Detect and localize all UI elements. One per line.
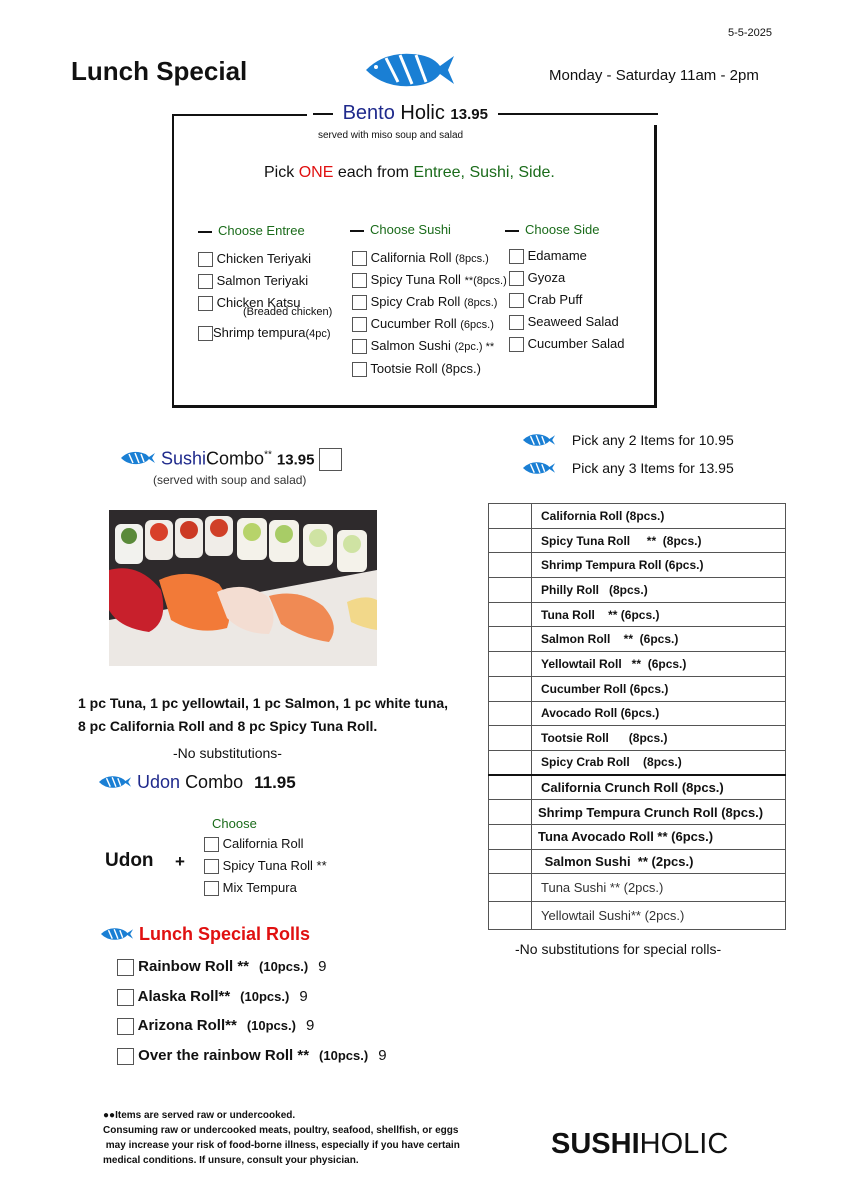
sushi-label: Spicy Tuna Roll bbox=[370, 272, 461, 287]
page-title: Lunch Special bbox=[71, 56, 248, 86]
side-item[interactable] bbox=[509, 292, 582, 308]
checkbox-cell[interactable] bbox=[489, 775, 532, 800]
udon-option[interactable] bbox=[204, 880, 297, 896]
brand-logo bbox=[551, 1128, 728, 1161]
roll-cell: Shrimp Tempura Roll (6pcs.) bbox=[532, 553, 786, 578]
special-roll-name: Arizona Roll** bbox=[137, 1017, 237, 1034]
entree-label: Chicken Teriyaki bbox=[216, 251, 312, 266]
checkbox-cell[interactable] bbox=[489, 701, 532, 726]
entree-label: Shrimp tempura bbox=[213, 325, 306, 340]
bento-name-2: Holic bbox=[400, 102, 445, 124]
entree-header-label: Choose Entree bbox=[218, 223, 305, 238]
special-roll-price: 9 bbox=[299, 988, 308, 1005]
disclaimer-line: may increase your risk of food-borne illness, especially if you have certain bbox=[103, 1140, 460, 1151]
table-row[interactable] bbox=[489, 602, 786, 627]
checkbox-cell[interactable] bbox=[489, 902, 532, 930]
sushi-combo-name-2: Combo bbox=[206, 448, 265, 469]
special-roll-pcs: (10pcs.) bbox=[319, 1048, 369, 1063]
special-roll-item[interactable] bbox=[117, 1017, 314, 1035]
fish-icon bbox=[522, 433, 556, 450]
roll-cell: California Roll (8pcs.) bbox=[532, 504, 786, 529]
special-roll-item[interactable] bbox=[117, 1047, 387, 1065]
roll-cell: Yellowtail Sushi** (2pcs.) bbox=[532, 902, 786, 930]
checkbox-cell[interactable] bbox=[489, 578, 532, 603]
fish-logo-icon bbox=[364, 50, 456, 93]
entree-item[interactable] bbox=[198, 325, 331, 341]
checkbox[interactable] bbox=[352, 362, 367, 377]
roll-cell: California Crunch Roll (8pcs.) bbox=[532, 775, 786, 800]
sushi-item[interactable] bbox=[352, 250, 489, 266]
entree-pcs: (4pc) bbox=[305, 328, 331, 340]
sushi-pcs: (2pc.) ** bbox=[454, 341, 495, 353]
table-row[interactable] bbox=[489, 504, 786, 529]
sushi-item[interactable] bbox=[352, 361, 481, 377]
table-row[interactable] bbox=[489, 775, 786, 800]
roll-cell: Avocado Roll (6pcs.) bbox=[532, 701, 786, 726]
sushi-pcs: (6pcs.) bbox=[460, 319, 494, 331]
brand-part-1: SUSHI bbox=[551, 1128, 640, 1160]
pick-text: Pick bbox=[264, 164, 295, 181]
disclaimer-line: ●●Items are served raw or undercooked. bbox=[103, 1110, 296, 1121]
roll-cell: Tuna Roll ** (6pcs.) bbox=[532, 602, 786, 627]
udon-option-label: Mix Tempura bbox=[222, 880, 297, 895]
special-roll-name: Over the rainbow Roll ** bbox=[138, 1047, 310, 1064]
sushi-combo-desc-line: 1 pc Tuna, 1 pc yellowtail, 1 pc Salmon, 1 pc white tuna, bbox=[78, 695, 449, 711]
checkbox[interactable] bbox=[198, 274, 213, 289]
roll-cell: Yellowtail Roll ** (6pcs.) bbox=[532, 652, 786, 677]
roll-cell: Spicy Tuna Roll ** (8pcs.) bbox=[532, 528, 786, 553]
checkbox[interactable] bbox=[509, 315, 524, 330]
sushi-combo-stars: ** bbox=[264, 449, 272, 461]
checkbox[interactable] bbox=[198, 252, 213, 267]
checkbox[interactable] bbox=[509, 337, 524, 352]
table-row[interactable] bbox=[489, 849, 786, 874]
bento-name-1: Bento bbox=[342, 102, 395, 124]
table-row[interactable] bbox=[489, 528, 786, 553]
health-disclaimer bbox=[103, 1108, 460, 1168]
sushi-pcs: (8pcs.) bbox=[455, 253, 489, 265]
pick-two-text: Pick any 2 Items for 10.95 bbox=[571, 432, 734, 448]
special-roll-pcs: (10pcs.) bbox=[259, 959, 309, 974]
entree-header bbox=[198, 223, 305, 238]
udon-option-label: California Roll bbox=[222, 836, 304, 851]
checkbox-cell[interactable] bbox=[489, 726, 532, 751]
special-roll-price: 9 bbox=[378, 1047, 387, 1064]
checkbox-cell[interactable] bbox=[489, 602, 532, 627]
sushi-label: Spicy Crab Roll bbox=[370, 294, 461, 309]
pick-three-text: Pick any 3 Items for 13.95 bbox=[571, 460, 734, 476]
checkbox[interactable] bbox=[117, 1018, 134, 1035]
checkbox-cell[interactable] bbox=[489, 504, 532, 529]
checkbox-cell[interactable] bbox=[489, 528, 532, 553]
sushi-item[interactable] bbox=[352, 316, 494, 332]
side-header bbox=[505, 222, 599, 237]
roll-cell: Cucumber Roll (6pcs.) bbox=[532, 676, 786, 701]
roll-cell: Tuna Avocado Roll ** (6pcs.) bbox=[532, 824, 786, 849]
checkbox[interactable] bbox=[352, 317, 367, 332]
table-row[interactable] bbox=[489, 652, 786, 677]
entree-item[interactable] bbox=[198, 273, 308, 289]
udon-plus: + bbox=[175, 852, 185, 871]
sushi-combo-checkbox[interactable] bbox=[319, 448, 342, 471]
brand-part-2: HOLIC bbox=[639, 1128, 729, 1160]
roll-cell: Shrimp Tempura Crunch Roll (8pcs.) bbox=[532, 800, 786, 825]
udon-combo-title bbox=[98, 772, 296, 794]
special-roll-item[interactable] bbox=[117, 958, 327, 976]
checkbox-cell[interactable] bbox=[489, 824, 532, 849]
table-row[interactable] bbox=[489, 800, 786, 825]
side-label: Edamame bbox=[527, 248, 587, 263]
side-item[interactable] bbox=[509, 314, 619, 330]
pick-each-text: each from bbox=[337, 164, 409, 181]
sushi-item[interactable] bbox=[352, 272, 507, 288]
disclaimer-line: Consuming raw or undercooked meats, poultry, seafood, shellfish, or eggs bbox=[103, 1125, 459, 1136]
pick-categories-text: Entree, Sushi, Side. bbox=[413, 164, 555, 181]
bento-title bbox=[307, 102, 664, 125]
sushi-combo-photo bbox=[109, 510, 377, 666]
special-roll-price: 9 bbox=[318, 958, 327, 975]
udon-option[interactable] bbox=[204, 836, 304, 852]
table-row[interactable] bbox=[489, 824, 786, 849]
bento-pick-instruction bbox=[264, 164, 555, 182]
fish-icon bbox=[120, 449, 156, 470]
udon-option-label: Spicy Tuna Roll ** bbox=[222, 858, 327, 873]
sushi-combo-served: (served with soup and salad) bbox=[153, 473, 307, 487]
checkbox[interactable] bbox=[117, 959, 134, 976]
disclaimer-line: medical conditions. If unsure, consult your physician. bbox=[103, 1155, 359, 1166]
checkbox[interactable] bbox=[198, 296, 213, 311]
entree-note: (Breaded chicken) bbox=[243, 306, 333, 318]
sushi-pcs: (8pcs.) bbox=[463, 297, 498, 309]
special-rolls-title-text: Lunch Special Rolls bbox=[139, 924, 311, 944]
special-rolls-note: -No substitutions for special rolls- bbox=[515, 941, 722, 957]
sushi-header-label: Choose Sushi bbox=[370, 222, 451, 237]
special-roll-pcs: (10pcs.) bbox=[240, 989, 290, 1004]
side-item[interactable] bbox=[509, 270, 565, 286]
bento-price: 13.95 bbox=[450, 106, 488, 123]
checkbox[interactable] bbox=[509, 249, 524, 264]
table-row[interactable] bbox=[489, 874, 786, 902]
sushi-combo-name-1: Sushi bbox=[161, 448, 207, 469]
pick-two-offer bbox=[522, 432, 734, 450]
checkbox-cell[interactable] bbox=[489, 553, 532, 578]
checkbox-cell[interactable] bbox=[489, 750, 532, 775]
sushi-label: Cucumber Roll bbox=[370, 316, 457, 331]
fish-icon bbox=[100, 925, 134, 946]
special-roll-pcs: (10pcs.) bbox=[246, 1018, 296, 1033]
udon-combo-price: 11.95 bbox=[254, 773, 296, 792]
sushi-combo-description bbox=[78, 692, 448, 738]
sushi-pcs: (8pcs.) bbox=[441, 361, 481, 376]
roll-cell: Salmon Sushi ** (2pcs.) bbox=[532, 849, 786, 874]
fish-icon bbox=[98, 773, 132, 794]
entree-label: Chicken Katsu bbox=[216, 295, 301, 310]
side-label: Gyoza bbox=[527, 270, 566, 285]
pick-three-offer bbox=[522, 460, 734, 478]
special-roll-item[interactable] bbox=[117, 988, 308, 1006]
side-label: Crab Puff bbox=[527, 292, 583, 307]
special-roll-name: Rainbow Roll ** bbox=[138, 958, 250, 975]
checkbox-cell[interactable] bbox=[489, 676, 532, 701]
sushi-combo-no-sub: -No substitutions- bbox=[173, 745, 282, 761]
table-row[interactable] bbox=[489, 726, 786, 751]
udon-choose-label: Choose bbox=[212, 816, 257, 831]
entree-item[interactable] bbox=[198, 251, 311, 267]
checkbox[interactable] bbox=[117, 989, 134, 1006]
table-row[interactable] bbox=[489, 553, 786, 578]
checkbox-cell[interactable] bbox=[489, 652, 532, 677]
special-roll-name: Alaska Roll** bbox=[137, 988, 231, 1005]
checkbox[interactable] bbox=[509, 293, 524, 308]
roll-cell: Tuna Sushi ** (2pcs.) bbox=[532, 874, 786, 902]
udon-combo-name-2: Combo bbox=[185, 772, 244, 792]
sushi-label: California Roll bbox=[370, 250, 452, 265]
checkbox[interactable] bbox=[204, 837, 219, 852]
side-label: Cucumber Salad bbox=[527, 336, 625, 351]
udon-label: Udon bbox=[105, 850, 154, 871]
checkbox-cell[interactable] bbox=[489, 874, 532, 902]
checkbox[interactable] bbox=[352, 251, 367, 266]
checkbox[interactable] bbox=[509, 271, 524, 286]
checkbox[interactable] bbox=[352, 295, 367, 310]
udon-combo-name-1: Udon bbox=[137, 772, 181, 792]
checkbox[interactable] bbox=[204, 859, 219, 874]
entree-label: Salmon Teriyaki bbox=[216, 273, 309, 288]
sushi-item[interactable] bbox=[352, 294, 497, 310]
checkbox-cell[interactable] bbox=[489, 800, 532, 825]
sushi-label: Salmon Sushi bbox=[370, 338, 451, 353]
udon-option[interactable] bbox=[204, 858, 327, 874]
side-item[interactable] bbox=[509, 248, 587, 264]
checkbox[interactable] bbox=[352, 273, 367, 288]
menu-date: 5-5-2025 bbox=[728, 27, 773, 39]
checkbox-cell[interactable] bbox=[489, 627, 532, 652]
sushi-pcs: **(8pcs.) bbox=[464, 275, 507, 287]
sushi-item[interactable] bbox=[352, 338, 494, 354]
checkbox[interactable] bbox=[204, 881, 219, 896]
pick-one-text: ONE bbox=[298, 164, 334, 181]
sushi-header bbox=[350, 222, 451, 237]
table-row[interactable] bbox=[489, 627, 786, 652]
roll-cell: Salmon Roll ** (6pcs.) bbox=[532, 627, 786, 652]
roll-cell: Spicy Crab Roll (8pcs.) bbox=[532, 750, 786, 775]
roll-cell: Tootsie Roll (8pcs.) bbox=[532, 726, 786, 751]
table-row[interactable] bbox=[489, 902, 786, 930]
special-roll-price: 9 bbox=[305, 1017, 315, 1034]
checkbox-cell[interactable] bbox=[489, 849, 532, 874]
checkbox[interactable] bbox=[352, 339, 367, 354]
roll-selection-table bbox=[488, 503, 786, 930]
sushi-combo-title bbox=[120, 448, 342, 471]
side-item[interactable] bbox=[509, 336, 624, 352]
fish-icon bbox=[522, 461, 556, 478]
hours-text: Monday - Saturday 11am - 2pm bbox=[549, 67, 759, 84]
table-row[interactable] bbox=[489, 578, 786, 603]
special-rolls-title bbox=[100, 924, 310, 946]
checkbox[interactable] bbox=[117, 1048, 134, 1065]
side-label: Seaweed Salad bbox=[527, 314, 619, 329]
sushi-combo-desc-line: 8 pc California Roll and 8 pc Spicy Tuna Roll. bbox=[78, 718, 378, 734]
side-header-label: Choose Side bbox=[525, 222, 600, 237]
table-row[interactable] bbox=[489, 676, 786, 701]
table-row[interactable] bbox=[489, 750, 786, 775]
sushi-label: Tootsie Roll bbox=[370, 361, 438, 376]
sushi-combo-price: 13.95 bbox=[276, 451, 315, 469]
checkbox[interactable] bbox=[198, 326, 213, 341]
roll-cell: Philly Roll (8pcs.) bbox=[532, 578, 786, 603]
bento-served-note: served with miso soup and salad bbox=[318, 130, 464, 141]
table-row[interactable] bbox=[489, 701, 786, 726]
